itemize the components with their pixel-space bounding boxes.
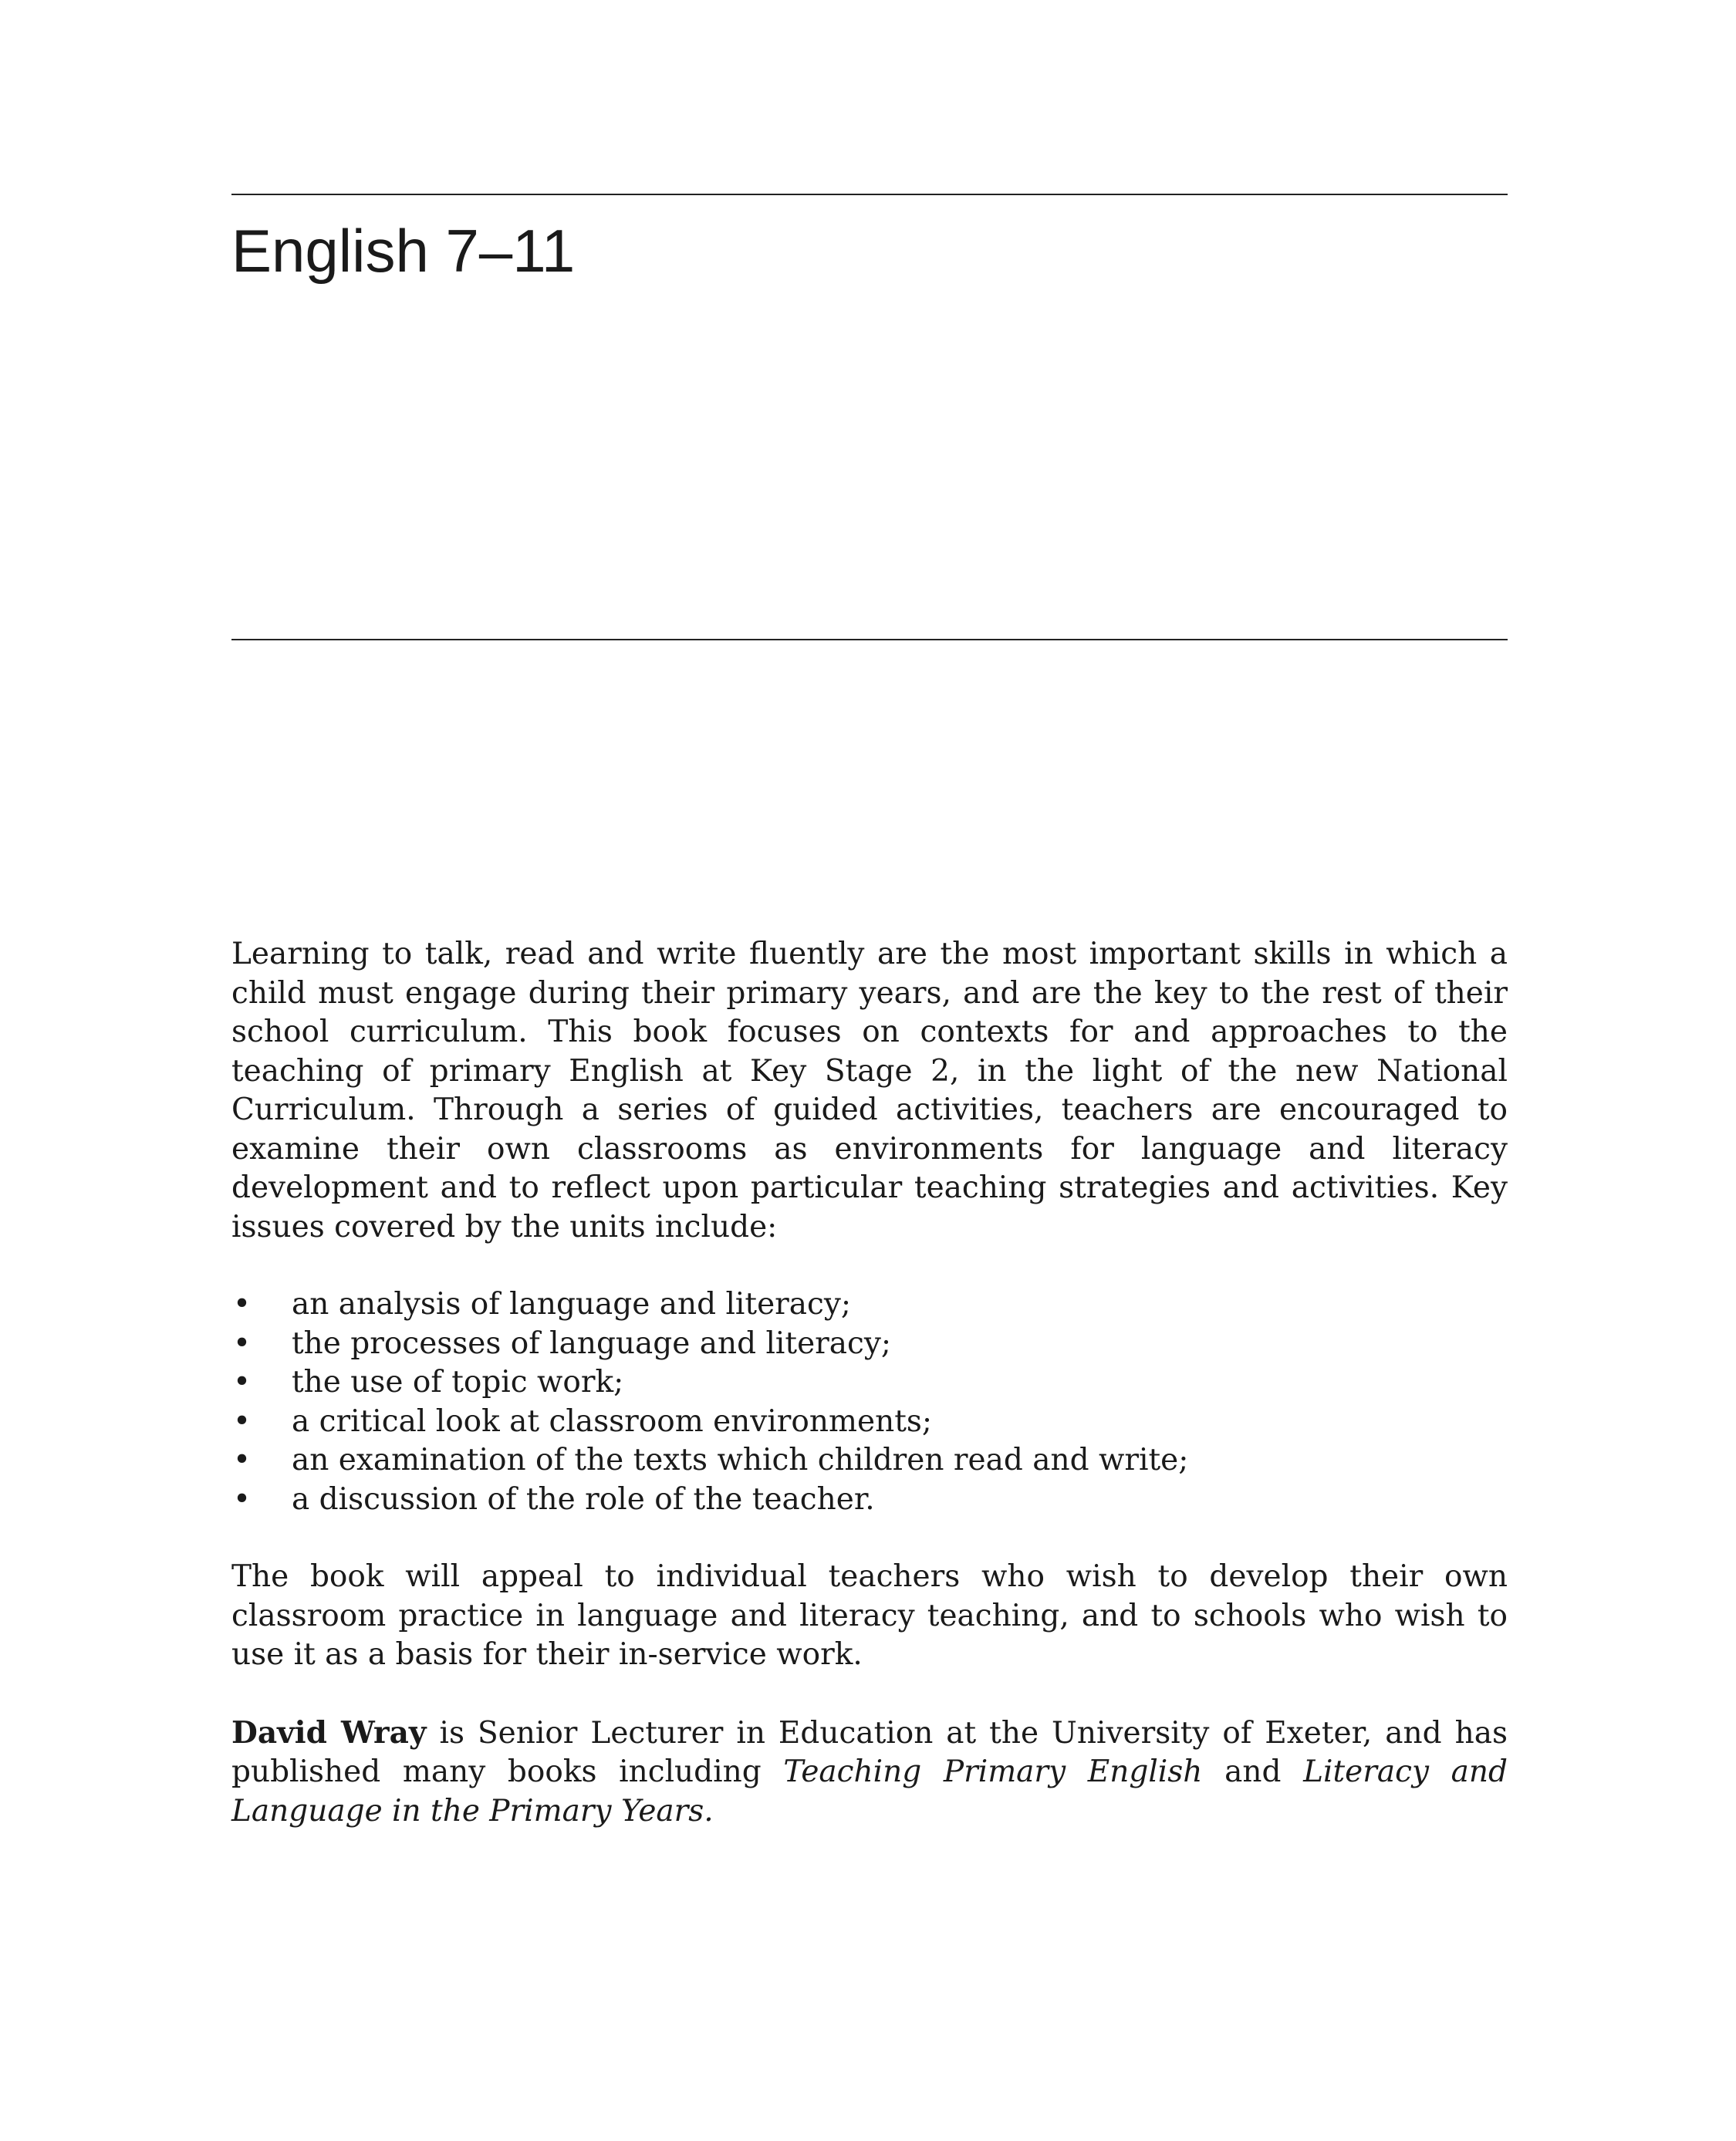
list-item <box>231 1363 1508 1403</box>
blurb-content <box>231 935 1508 1831</box>
list-item <box>231 1403 1508 1442</box>
description-paragraph: Learning to talk, read and write fluently are the most important skills in which a child must engage during their primary years, and are the key to the rest of their school curriculum. This book focuses on contexts for and approaches to the teaching of primary English at Key Stage 2, in the light of the new National Curriculum. Through a series of guided activities, teachers are encouraged to examine their own classrooms as environments for language and literacy development and to reflect upon particular teaching strategies and activities. Key issues covered by the units include: <box>231 937 1508 1244</box>
author-name: David Wray <box>231 1714 427 1751</box>
book-title: Literacy and Language in the Primary Years. <box>231 1754 1508 1829</box>
list-item-text: the processes of language and literacy; <box>292 1325 892 1361</box>
key-issues-list <box>231 1285 1508 1519</box>
top-rule <box>231 194 1508 195</box>
bullet-icon: • <box>233 1403 252 1439</box>
author-connector: and <box>1202 1754 1304 1789</box>
book-title: Teaching Primary English <box>783 1754 1203 1789</box>
list-item <box>231 1441 1508 1481</box>
list-item <box>231 1481 1508 1520</box>
list-item-text: an examination of the texts which children read and write; <box>292 1443 1189 1477</box>
bullet-icon: • <box>233 1481 252 1517</box>
bullet-icon: • <box>233 1325 252 1361</box>
bullet-icon: • <box>233 1365 252 1400</box>
list-item-text: the use of topic work; <box>292 1365 624 1400</box>
appeal-paragraph: The book will appeal to individual teachers who wish to develop their own classroom practice in language and literacy teaching, and to schools who wish to use it as a basis for their in-service work. <box>231 1559 1508 1672</box>
list-item <box>231 1285 1508 1325</box>
author-paragraph <box>231 1714 1508 1832</box>
bullet-icon: • <box>233 1443 252 1477</box>
list-item-text: a critical look at classroom environments; <box>292 1403 933 1439</box>
bottom-rule <box>231 639 1508 640</box>
list-item-text: an analysis of language and literacy; <box>292 1287 852 1322</box>
page-title: English 7–11 <box>231 217 576 285</box>
list-item <box>231 1325 1508 1364</box>
bullet-icon: • <box>233 1287 252 1322</box>
author-bio: is Senior Lecturer in Education at the University of Exeter, and has published many books including <box>231 1715 1508 1789</box>
list-item-text: a discussion of the role of the teacher. <box>292 1481 875 1517</box>
